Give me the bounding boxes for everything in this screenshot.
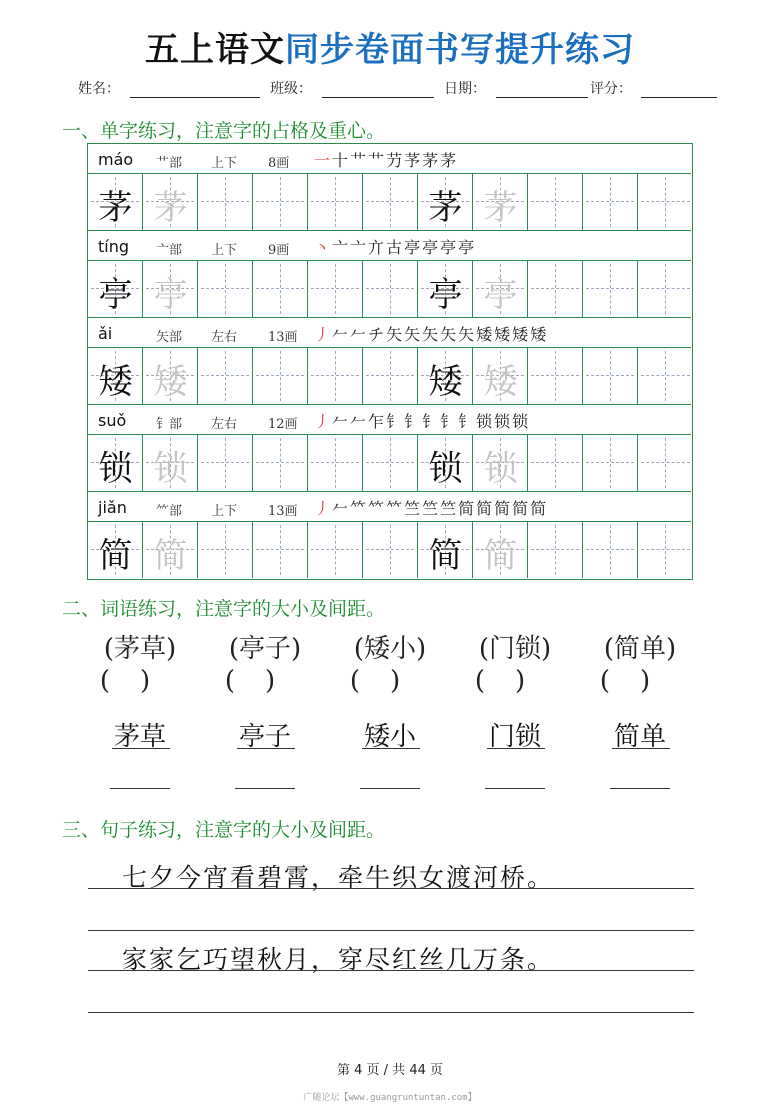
tianzige-cell[interactable] (583, 522, 638, 578)
stroke-step: 艹 (368, 151, 385, 170)
tianzige-cell[interactable] (638, 522, 693, 578)
stroke-step: 钅 (386, 412, 403, 431)
word-blank[interactable]: () (349, 666, 431, 696)
model-character: 亭 (98, 275, 133, 315)
practice-row (88, 348, 691, 405)
word-with-parens: (矮小) (353, 634, 427, 664)
tianzige-cell[interactable] (418, 348, 473, 404)
tianzige-cell[interactable] (473, 174, 528, 230)
character-practice-grid (87, 143, 693, 580)
stroke-step: 简 (476, 499, 493, 518)
model-character: 锁 (98, 449, 133, 489)
word: 简单 (613, 634, 666, 664)
radical: 艹部 (156, 156, 183, 171)
stroke-step: 锁 (476, 412, 493, 431)
stroke-step: 锁 (494, 412, 511, 431)
trace-character: 亭 (483, 275, 518, 315)
stroke-step: 锁 (512, 412, 529, 431)
tianzige-cell[interactable] (418, 174, 473, 230)
tianzige-cell[interactable] (363, 435, 418, 491)
word: 矮小 (363, 634, 416, 664)
stroke-step: 古 (386, 238, 403, 257)
stroke-step: 𠂉 (332, 412, 349, 431)
title-part2: 同步卷面书写提升练习 (285, 30, 635, 70)
tianzige-cell[interactable] (638, 174, 693, 230)
word-group (215, 628, 315, 752)
stroke-step: 矢 (440, 325, 457, 344)
structure: 上下 (211, 504, 238, 519)
tianzige-cell[interactable] (638, 435, 693, 491)
section-2-heading: 二、词语练习，注意字的大小及间距。 (62, 598, 386, 620)
word-with-parens: (门锁) (478, 634, 552, 664)
radical: 钅部 (156, 417, 183, 432)
model-character: 茅 (428, 188, 463, 228)
trace-character: 锁 (153, 449, 188, 489)
tianzige-cell[interactable] (198, 261, 253, 317)
stroke-step: チ (368, 325, 385, 344)
pinyin-row (88, 231, 691, 261)
stroke-step: 亭 (440, 238, 457, 257)
stroke-step: 矢 (386, 325, 403, 344)
stroke-step: 𥫗 (386, 499, 403, 518)
page-number: 第 4 页 / 共 44 页 (337, 1063, 443, 1078)
stroke-count: 13画 (268, 330, 298, 345)
pinyin: suǒ (98, 411, 127, 430)
tianzige-cell[interactable] (418, 261, 473, 317)
tianzige-cell[interactable] (583, 435, 638, 491)
practice-row (88, 435, 691, 492)
tianzige-cell[interactable] (308, 522, 363, 578)
stroke-count: 13画 (268, 504, 298, 519)
model-underline (237, 748, 295, 749)
tianzige-cell[interactable] (143, 174, 198, 230)
tianzige-cell[interactable] (198, 348, 253, 404)
stroke-step: 矮 (530, 325, 547, 344)
stroke-step: 丿 (314, 325, 331, 344)
writing-line[interactable] (88, 970, 694, 971)
word-blank[interactable]: () (99, 666, 181, 696)
word-with-parens: (简单) (603, 634, 677, 664)
pinyin-row (88, 405, 691, 435)
model-word: 门锁 (488, 722, 541, 752)
writing-line[interactable] (610, 788, 670, 789)
model-character: 矮 (98, 362, 133, 402)
stroke-step: 钅 (422, 412, 439, 431)
model-word: 矮小 (363, 722, 416, 752)
stroke-step: 丶 (314, 238, 331, 257)
tianzige-cell[interactable] (363, 174, 418, 230)
tianzige-cell[interactable] (528, 174, 583, 230)
name-field[interactable] (130, 97, 260, 98)
trace-character: 茅 (153, 188, 188, 228)
pinyin: ǎi (98, 324, 113, 343)
tianzige-cell[interactable] (253, 174, 308, 230)
date-label: 日期： (444, 81, 486, 97)
stroke-step: 钅 (458, 412, 475, 431)
writing-line[interactable] (88, 888, 694, 889)
stroke-step: 𠂉 (332, 325, 349, 344)
word: 茅草 (113, 634, 166, 664)
stroke-count: 9画 (268, 243, 290, 258)
radical: ⺮部 (156, 504, 183, 519)
tianzige-cell[interactable] (143, 348, 198, 404)
tianzige-cell[interactable] (253, 261, 308, 317)
tianzige-cell[interactable] (253, 435, 308, 491)
stroke-step: 钅 (440, 412, 457, 431)
stroke-step: 简 (530, 499, 547, 518)
tianzige-cell[interactable] (88, 261, 143, 317)
tianzige-cell[interactable] (473, 435, 528, 491)
stroke-step: 𠂉 (350, 325, 367, 344)
stroke-step: 简 (458, 499, 475, 518)
structure: 左右 (211, 330, 238, 345)
word-blank[interactable]: () (474, 666, 556, 696)
tianzige-cell[interactable] (88, 174, 143, 230)
sentence-text: 家家乞巧望秋月，穿尽红丝几万条。 (122, 945, 555, 974)
tianzige-cell[interactable] (308, 348, 363, 404)
page-title (0, 22, 780, 71)
name-label: 姓名： (78, 81, 120, 97)
tianzige-cell[interactable] (88, 435, 143, 491)
tianzige-cell[interactable] (363, 348, 418, 404)
word-with-parens: (茅草) (103, 634, 177, 664)
tianzige-cell[interactable] (308, 174, 363, 230)
model-underline (487, 748, 545, 749)
pinyin-row (88, 144, 691, 174)
stroke-step: 茅 (422, 151, 439, 170)
model-underline (612, 748, 670, 749)
radical: 矢部 (156, 330, 183, 345)
stroke-step: 𠂉 (332, 499, 349, 518)
stroke-step: 亭 (422, 238, 439, 257)
tianzige-cell[interactable] (473, 348, 528, 404)
tianzige-cell[interactable] (198, 522, 253, 578)
stroke-step: 矮 (512, 325, 529, 344)
trace-character: 茅 (483, 188, 518, 228)
word-group (465, 628, 565, 752)
stroke-step: 艹 (350, 151, 367, 170)
practice-row (88, 522, 691, 579)
score-field[interactable] (641, 97, 717, 98)
model-word: 亭子 (238, 722, 291, 752)
tianzige-cell[interactable] (528, 522, 583, 578)
model-underline (362, 748, 420, 749)
stroke-step: 简 (494, 499, 511, 518)
structure: 上下 (211, 156, 238, 171)
section-3-heading: 三、句子练习，注意字的大小及间距。 (62, 819, 386, 841)
pinyin: máo (98, 150, 134, 169)
stroke-step: 矢 (422, 325, 439, 344)
stroke-step: 矢 (404, 325, 421, 344)
model-word: 简单 (613, 722, 666, 752)
stroke-step: 矮 (494, 325, 511, 344)
model-character: 茅 (98, 188, 133, 228)
tianzige-cell[interactable] (88, 348, 143, 404)
stroke-step: 矢 (458, 325, 475, 344)
writing-line[interactable] (110, 788, 170, 789)
tianzige-cell[interactable] (638, 348, 693, 404)
tianzige-cell[interactable] (198, 435, 253, 491)
tianzige-cell[interactable] (308, 261, 363, 317)
stroke-step: 简 (512, 499, 529, 518)
structure: 左右 (211, 417, 238, 432)
pinyin-row (88, 318, 691, 348)
tianzige-cell[interactable] (143, 261, 198, 317)
tianzige-cell[interactable] (418, 522, 473, 578)
practice-row (88, 174, 691, 231)
word: 亭子 (238, 634, 291, 664)
class-field[interactable] (322, 97, 434, 98)
stroke-step: 竺 (440, 499, 457, 518)
stroke-step: 𥫗 (368, 499, 385, 518)
pinyin: tíng (98, 237, 130, 256)
tianzige-cell[interactable] (198, 174, 253, 230)
tianzige-cell[interactable] (473, 261, 528, 317)
stroke-count: 8画 (268, 156, 290, 171)
stroke-step: 钅 (404, 412, 421, 431)
pinyin: jiǎn (98, 498, 127, 517)
stroke-step: 𠂉 (350, 412, 367, 431)
tianzige-cell[interactable] (528, 261, 583, 317)
stroke-step: 十 (332, 151, 349, 170)
stroke-step: 乍 (368, 412, 385, 431)
student-info (78, 78, 718, 102)
tianzige-cell[interactable] (418, 435, 473, 491)
tianzige-cell[interactable] (143, 522, 198, 578)
word-group (90, 628, 190, 752)
word-group (340, 628, 440, 752)
model-underline (112, 748, 170, 749)
stroke-order (314, 409, 528, 432)
stroke-order (314, 148, 456, 171)
word: 门锁 (488, 634, 541, 664)
pinyin-row (88, 492, 691, 522)
trace-character: 简 (153, 536, 188, 576)
tianzige-cell[interactable] (528, 348, 583, 404)
stroke-step: 𥫗 (350, 499, 367, 518)
watermark: 广随论坛【www.guangruntuntan.com】 (303, 1093, 477, 1103)
section-1-heading: 一、单字练习，注意字的占格及重心。 (62, 120, 386, 142)
radical: 亠部 (156, 243, 183, 258)
class-label: 班级： (270, 81, 312, 97)
tianzige-cell[interactable] (88, 522, 143, 578)
word-group (590, 628, 690, 752)
word-blank[interactable]: () (599, 666, 681, 696)
tianzige-cell[interactable] (143, 435, 198, 491)
tianzige-cell[interactable] (253, 348, 308, 404)
stroke-step: 芀 (386, 151, 403, 170)
tianzige-cell[interactable] (473, 522, 528, 578)
stroke-order (314, 496, 546, 519)
practice-row (88, 261, 691, 318)
tianzige-cell[interactable] (583, 348, 638, 404)
model-character: 亭 (428, 275, 463, 315)
trace-character: 简 (483, 536, 518, 576)
writing-line[interactable] (235, 788, 295, 789)
stroke-step: 亭 (404, 238, 421, 257)
model-character: 锁 (428, 449, 463, 489)
stroke-step: 丿 (314, 499, 331, 518)
tianzige-cell[interactable] (583, 261, 638, 317)
word-with-parens: (亭子) (228, 634, 302, 664)
writing-line[interactable] (88, 930, 694, 931)
date-field[interactable] (496, 97, 588, 98)
stroke-step: 亣 (368, 238, 385, 257)
tianzige-cell[interactable] (528, 435, 583, 491)
stroke-step: 矮 (476, 325, 493, 344)
writing-line[interactable] (88, 1012, 694, 1013)
sentence-text: 七夕今宵看碧霄，牵牛织女渡河桥。 (122, 863, 555, 892)
writing-line[interactable] (360, 788, 420, 789)
tianzige-cell[interactable] (308, 435, 363, 491)
tianzige-cell[interactable] (583, 174, 638, 230)
model-character: 简 (428, 536, 463, 576)
stroke-step: 芧 (404, 151, 421, 170)
stroke-step: 亠 (332, 238, 349, 257)
trace-character: 矮 (153, 362, 188, 402)
model-word: 茅草 (113, 722, 166, 752)
model-character: 矮 (428, 362, 463, 402)
tianzige-cell[interactable] (363, 522, 418, 578)
stroke-count: 12画 (268, 417, 298, 432)
stroke-step: 亠 (350, 238, 367, 257)
score-label: 评分： (590, 81, 632, 97)
tianzige-cell[interactable] (363, 261, 418, 317)
trace-character: 亭 (153, 275, 188, 315)
stroke-step: 亭 (458, 238, 475, 257)
stroke-step: 丿 (314, 412, 331, 431)
tianzige-cell[interactable] (253, 522, 308, 578)
tianzige-cell[interactable] (638, 261, 693, 317)
word-blank[interactable]: () (224, 666, 306, 696)
stroke-step: 一 (314, 151, 331, 170)
structure: 上下 (211, 243, 238, 258)
stroke-step: 竺 (404, 499, 421, 518)
writing-line[interactable] (485, 788, 545, 789)
stroke-step: 竺 (422, 499, 439, 518)
stroke-order (314, 235, 474, 258)
model-character: 简 (98, 536, 133, 576)
trace-character: 矮 (483, 362, 518, 402)
stroke-step: 茅 (440, 151, 457, 170)
stroke-order (314, 322, 546, 345)
title-part1: 五上语文 (145, 30, 285, 70)
trace-character: 锁 (483, 449, 518, 489)
